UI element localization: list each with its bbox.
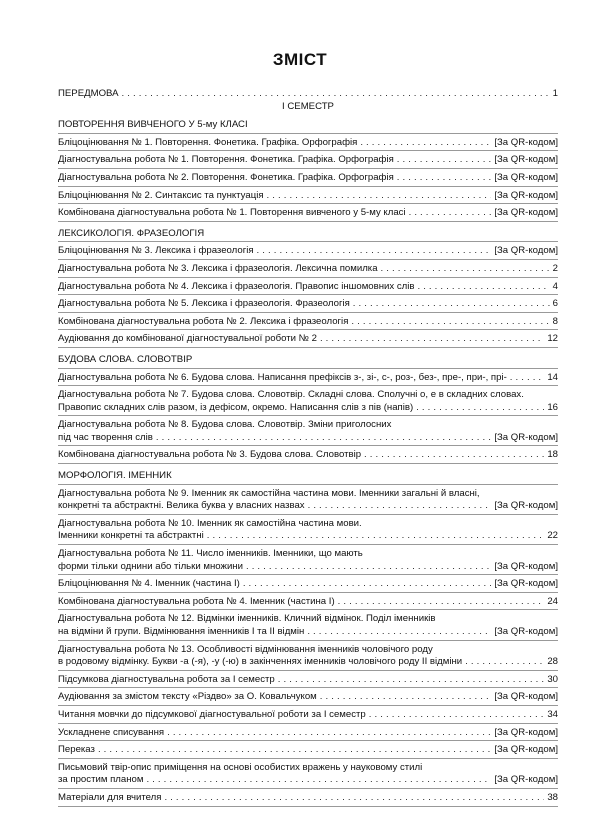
toc-entry-page: [За QR-кодом] — [494, 744, 558, 756]
toc-entry[interactable] — [58, 762, 558, 789]
toc-entry[interactable] — [58, 674, 558, 689]
toc-entry-page: 24 — [547, 595, 558, 607]
dot-leader — [98, 744, 491, 757]
toc-entry[interactable] — [58, 298, 558, 313]
toc-entry-page: 34 — [547, 708, 558, 720]
toc-entry[interactable] — [58, 316, 558, 331]
toc-entry-row — [58, 561, 558, 574]
toc-entry-row — [58, 333, 558, 346]
toc-entry[interactable] — [58, 245, 558, 260]
toc-entry-text: Комбінована діагностувальна робота № 2. Лексика і фразеологія — [58, 315, 349, 327]
toc-entry-text: Бліцоцінювання № 4. Іменник (частина І) — [58, 578, 240, 590]
semester-heading: І СЕМЕСТР — [282, 100, 334, 112]
toc-entry-page: [За QR-кодом] — [494, 626, 558, 637]
toc-entry[interactable] — [58, 449, 558, 464]
toc-entry-page: 28 — [547, 656, 558, 668]
toc-entry[interactable] — [58, 613, 558, 640]
toc-entry-row — [58, 792, 558, 805]
toc-entry[interactable] — [58, 281, 558, 296]
toc-entry-page: 1 — [552, 88, 558, 99]
dot-leader — [360, 137, 491, 150]
dot-leader — [409, 207, 492, 220]
toc-entry-page: [За QR-кодом] — [494, 500, 558, 512]
toc-entry-page: [За QR-кодом] — [494, 245, 558, 257]
toc-entry[interactable] — [58, 333, 558, 348]
toc-entry[interactable] — [58, 518, 558, 545]
toc-entry-text-line1: Діагностувальна робота № 10. Іменник як самостійна частина мови. — [58, 517, 362, 529]
toc-entry-text: Діагностувальна робота № 6. Будова слова. Написання префіксів з-, зі-, с-, роз-, без-, пре-, при-, прі- — [58, 371, 507, 383]
dot-leader — [207, 530, 545, 543]
toc-entry[interactable] — [58, 691, 558, 706]
page-title: ЗМІСТ — [272, 50, 328, 69]
dot-leader — [156, 432, 491, 445]
dot-leader — [267, 190, 492, 203]
toc-entry-text: Іменники конкретні та абстрактні — [58, 530, 204, 542]
toc-entry-text: Ускладнене списування — [58, 726, 165, 738]
toc-entry[interactable] — [58, 792, 558, 807]
toc-entry-row — [58, 207, 558, 220]
toc-entry-row — [58, 154, 558, 167]
toc-entry-row — [58, 245, 558, 258]
toc-entry-row — [58, 316, 558, 329]
toc-entry-page: [За QR-кодом] — [494, 560, 558, 572]
toc-entry-page: 8 — [552, 315, 558, 327]
toc-entry-row — [58, 744, 558, 757]
toc-entry-row — [58, 530, 558, 543]
dot-leader — [257, 245, 492, 258]
toc-entry-text: Читання мовчки до підсумкової діагностувальної роботи за І семестр — [58, 708, 366, 720]
dot-leader — [167, 727, 491, 740]
toc-entry-text-line1: Письмовий твір-опис приміщення на основі особистих вражень у науковому стилі — [58, 761, 423, 773]
toc-entry-intro[interactable] — [58, 88, 558, 101]
toc-entry-row — [58, 432, 558, 445]
toc-entry-row — [58, 281, 558, 294]
toc-entry-row — [58, 596, 558, 609]
toc-entry-text: Бліцоцінювання № 2. Синтаксис та пунктуація — [58, 189, 264, 201]
toc-entry-text-line1: Діагностувальна робота № 7. Будова слова. Словотвір. Складні слова. Сполучні о, е в складних словах. — [58, 389, 524, 401]
toc-entry-page: 38 — [547, 791, 558, 803]
toc-entry-text: Діагностувальна робота № 3. Лексика і фразеологія. Лексична помилка — [58, 262, 378, 274]
toc-entry[interactable] — [58, 190, 558, 205]
toc-entry-row — [58, 691, 558, 704]
dot-leader — [353, 298, 550, 311]
dot-leader — [416, 402, 544, 415]
toc-entry-text: в родовому відмінку. Букви -а (-я), -у (-ю) в закінченнях іменників чоловічого роду ІІ відміни — [58, 656, 463, 668]
toc-sections — [58, 119, 558, 806]
toc-entry-page: 16 — [547, 401, 558, 413]
toc-entry-page: [За QR-кодом] — [494, 136, 558, 148]
toc-entry[interactable] — [58, 137, 558, 152]
toc-entry-page: [За QR-кодом] — [494, 189, 558, 201]
toc-entry[interactable] — [58, 172, 558, 187]
toc-entry-text: Комбінована діагностувальна робота № 1. Повторення вивченого у 5-му класі — [58, 207, 406, 219]
toc-entry-page: 6 — [552, 298, 558, 310]
toc-section — [58, 470, 558, 806]
toc-entry-page: [За QR-кодом] — [494, 171, 558, 183]
toc-section — [58, 354, 558, 464]
toc-entry-text: ПЕРЕДМОВА — [58, 88, 119, 99]
table-of-contents — [58, 88, 558, 810]
toc-entry-text: Аудіювання до комбінованої діагностувальної роботи № 2 — [58, 333, 317, 345]
toc-entry[interactable] — [58, 596, 558, 611]
toc-entry-row — [58, 449, 558, 462]
dot-leader — [417, 281, 549, 294]
dot-leader — [307, 626, 491, 639]
dot-leader — [369, 709, 545, 722]
toc-entry-page: [За QR-кодом] — [494, 578, 558, 590]
toc-entry[interactable] — [58, 263, 558, 278]
toc-section — [58, 119, 558, 222]
toc-entry-text: Правопис складних слів разом, із дефісом, окремо. Написання слів з пів (напів) — [58, 401, 414, 413]
toc-entry-text: конкретні та абстрактні. Велика буква у власних назвах — [58, 500, 305, 512]
toc-entry[interactable] — [58, 727, 558, 742]
toc-entry-text: Аудіювання за змістом тексту «Різдво» за О. Ковальчуком — [58, 691, 317, 703]
toc-entry-row — [58, 656, 558, 669]
dot-leader — [364, 449, 544, 462]
dot-leader — [338, 596, 545, 609]
toc-entry-text: Діагностувальна робота № 2. Повторення. Фонетика. Графіка. Орфографія — [58, 171, 394, 183]
toc-section — [58, 228, 558, 348]
toc-entry-row — [58, 727, 558, 740]
toc-entry-row — [58, 372, 558, 385]
toc-entry-text: Бліцоцінювання № 1. Повторення. Фонетика. Графіка. Орфографія — [58, 136, 358, 148]
toc-entry-text: Діагностувальна робота № 1. Повторення. Фонетика. Графіка. Орфографія — [58, 154, 394, 166]
dot-leader — [320, 691, 492, 704]
toc-entry[interactable] — [58, 744, 558, 759]
toc-entry-page: 4 — [552, 280, 558, 292]
toc-entry[interactable] — [58, 578, 558, 593]
toc-entry-page: [За QR-кодом] — [494, 774, 558, 786]
toc-entry-page: 22 — [547, 530, 558, 542]
toc-entry-text-line1: Діагностувальна робота № 8. Будова слова. Словотвір. Зміни приголосних — [58, 419, 392, 431]
dot-leader — [510, 372, 545, 385]
toc-entry-text: Комбінована діагностувальна робота № 4. Іменник (частина І) — [58, 595, 335, 607]
toc-entry[interactable] — [58, 154, 558, 169]
toc-entry-row — [58, 190, 558, 203]
toc-entry[interactable] — [58, 644, 558, 671]
toc-entry[interactable] — [58, 488, 558, 515]
toc-entry-row — [58, 137, 558, 150]
toc-entry-text: Переказ — [58, 744, 95, 756]
toc-entry[interactable] — [58, 709, 558, 724]
toc-entry-text-line1: Діагностувальна робота № 11. Число іменників. Іменники, що мають — [58, 548, 363, 560]
toc-entry-page: 12 — [547, 333, 558, 345]
toc-entry-row — [58, 578, 558, 591]
toc-entry-page: [За QR-кодом] — [494, 726, 558, 738]
toc-entry-text: Діагностувальна робота № 5. Лексика і фразеологія. Фразеологія — [58, 298, 350, 310]
toc-entry[interactable] — [58, 372, 558, 387]
dot-leader — [397, 154, 492, 167]
toc-entry-page: [За QR-кодом] — [494, 691, 558, 703]
toc-entry-row — [58, 626, 558, 639]
toc-entry-text: під час творення слів — [58, 431, 153, 443]
toc-entry-text: форми тільки однини або тільки множини — [58, 560, 243, 572]
dot-leader — [146, 774, 491, 787]
toc-entry-text: на відміни й групи. Відмінювання іменників І та ІІ відмін — [58, 626, 305, 637]
toc-entry-text: Матеріали для вчителя — [58, 791, 162, 803]
toc-entry-row — [58, 674, 558, 687]
toc-entry-row — [58, 263, 558, 276]
dot-leader — [320, 333, 544, 346]
toc-entry-page: 2 — [552, 262, 558, 274]
toc-entry[interactable] — [58, 419, 558, 446]
toc-entry[interactable] — [58, 548, 558, 575]
toc-entry-page: [За QR-кодом] — [494, 431, 558, 443]
dot-leader — [246, 561, 491, 574]
dot-leader — [397, 172, 492, 185]
dot-leader — [164, 792, 544, 805]
toc-entry[interactable] — [58, 207, 558, 222]
toc-entry-row — [58, 402, 558, 415]
section-heading: БУДОВА СЛОВА. СЛОВОТВІР — [58, 354, 558, 369]
toc-entry-row — [58, 774, 558, 787]
section-heading: ПОВТОРЕННЯ ВИВЧЕНОГО У 5-му КЛАСІ — [58, 119, 558, 134]
toc-entry-row — [58, 172, 558, 185]
toc-entry-text-line1: Діагностувальна робота № 13. Особливості відмінювання іменників чоловічого роду — [58, 643, 433, 655]
toc-entry-text: за простим планом — [58, 774, 144, 786]
toc-entry-text: Бліцоцінювання № 3. Лексика і фразеологія — [58, 245, 254, 257]
toc-entry[interactable] — [58, 389, 558, 416]
toc-entry-row — [58, 500, 558, 513]
dot-leader — [351, 316, 549, 329]
toc-entry-text: Комбінована діагностувальна робота № 3. Будова слова. Словотвір — [58, 449, 362, 461]
dot-leader — [465, 656, 544, 669]
dot-leader — [122, 88, 550, 101]
toc-entry-page: 30 — [547, 673, 558, 685]
toc-entry-text-line1: Діагностувальна робота № 9. Іменник як самостійна частина мови. Іменники загальні й власні, — [58, 487, 480, 499]
toc-entry-row — [58, 709, 558, 722]
toc-entry-page: [За QR-кодом] — [494, 154, 558, 166]
dot-leader — [278, 674, 545, 687]
toc-entry-page: [За QR-кодом] — [494, 207, 558, 219]
toc-entry-row — [58, 298, 558, 311]
dot-leader — [308, 500, 492, 513]
toc-entry-text: Діагностувальна робота № 4. Лексика і фразеологія. Правопис іншомовних слів — [58, 280, 415, 292]
section-heading: ЛЕКСИКОЛОГІЯ. ФРАЗЕОЛОГІЯ — [58, 228, 558, 243]
section-heading: МОРФОЛОГІЯ. ІМЕННИК — [58, 470, 558, 485]
toc-entry-page: 14 — [547, 371, 558, 383]
toc-entry-page: 18 — [547, 449, 558, 461]
toc-entry-text: Підсумкова діагностувальна робота за І семестр — [58, 673, 275, 685]
toc-entry-text-line1: Діагностувальна робота № 12. Відмінки іменників. Кличний відмінок. Поділ іменників — [58, 613, 436, 625]
dot-leader — [381, 263, 550, 276]
dot-leader — [243, 578, 492, 591]
